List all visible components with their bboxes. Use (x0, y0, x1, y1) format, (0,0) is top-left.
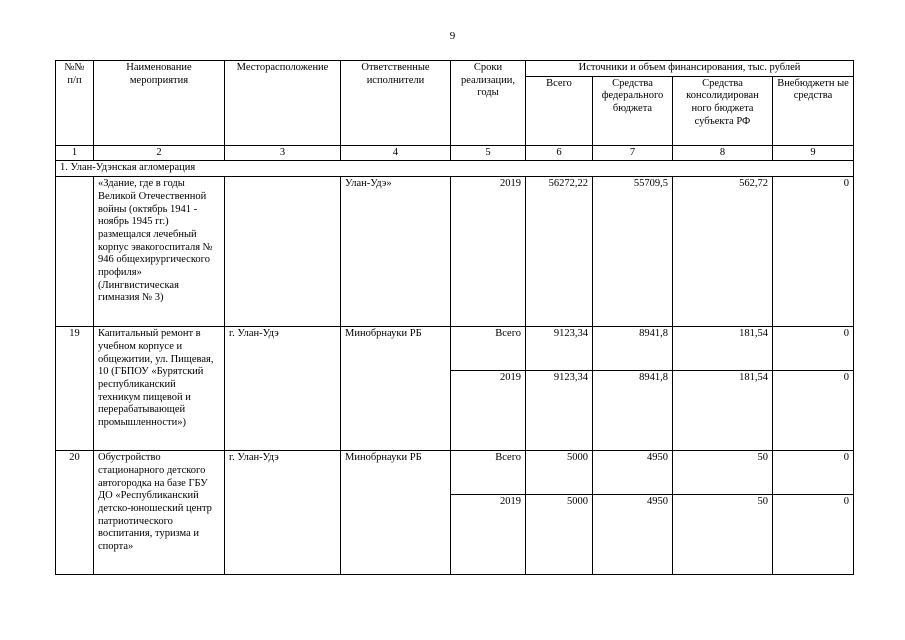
row-federal: 8941,8 (593, 327, 673, 371)
header-financing-group: Источники и объем финансирования, тыс. рублей (526, 61, 854, 77)
row-executor: Улан-Удэ» (341, 177, 451, 327)
column-number: 8 (673, 145, 773, 161)
column-number-row (56, 145, 854, 161)
row-name: «Здание, где в годы Великой Отечественной войны (октябрь 1941 - ноябрь 1945 гг.) размещался лечебный корпус эвакогоспиталя № 946 общехирургического профиля» (Лингвистическая гимназия № 3) (94, 177, 225, 327)
row-location: г. Улан-Удэ (225, 327, 341, 451)
row-regional: 181,54 (673, 327, 773, 371)
row-name: Обустройство стационарного детского автогородка на базе ГБУ ДО «Республиканский детско-юношеский центр патриотического воспитания, туризма и спорта» (94, 451, 225, 575)
row-period: Всего (451, 327, 526, 371)
section-title: 1. Улан-Удэнская агломерация (56, 161, 854, 177)
row-regional: 562,72 (673, 177, 773, 327)
row-name: Капитальный ремонт в учебном корпусе и общежитии, ул. Пищевая, 10 (ГБПОУ «Бурятский республиканский техникум пищевой и перерабатывающей промышленности») (94, 327, 225, 451)
row-regional: 181,54 (673, 371, 773, 451)
row-number: 19 (56, 327, 94, 451)
row-number (56, 177, 94, 327)
row-regional: 50 (673, 495, 773, 575)
header-federal: Средства федерального бюджета (593, 76, 673, 145)
row-regional: 50 (673, 451, 773, 495)
column-number: 9 (773, 145, 854, 161)
header-num: №№ п/п (56, 61, 94, 146)
column-number: 4 (341, 145, 451, 161)
row-period: Всего (451, 451, 526, 495)
column-number: 2 (94, 145, 225, 161)
header-total: Всего (526, 76, 593, 145)
row-federal: 8941,8 (593, 371, 673, 451)
row-extra: 0 (773, 371, 854, 451)
row-federal: 4950 (593, 495, 673, 575)
table-row (56, 451, 854, 495)
row-period: 2019 (451, 177, 526, 327)
row-total: 56272,22 (526, 177, 593, 327)
row-period: 2019 (451, 371, 526, 451)
row-federal: 4950 (593, 451, 673, 495)
row-number: 20 (56, 451, 94, 575)
row-location (225, 177, 341, 327)
row-total: 9123,34 (526, 327, 593, 371)
column-number: 1 (56, 145, 94, 161)
page-number: 9 (449, 30, 456, 42)
header-name: Наименование мероприятия (94, 61, 225, 146)
row-total: 5000 (526, 495, 593, 575)
header-executor: Ответственные исполнители (341, 61, 451, 146)
column-number: 6 (526, 145, 593, 161)
column-number: 5 (451, 145, 526, 161)
column-number: 7 (593, 145, 673, 161)
column-number: 3 (225, 145, 341, 161)
table-row (56, 177, 854, 327)
row-federal: 55709,5 (593, 177, 673, 327)
row-total: 9123,34 (526, 371, 593, 451)
row-location: г. Улан-Удэ (225, 451, 341, 575)
header-extra: Внебюджетн ые средства (773, 76, 854, 145)
table-row (56, 327, 854, 371)
row-extra: 0 (773, 495, 854, 575)
row-period: 2019 (451, 495, 526, 575)
header-regional: Средства консолидирован ного бюджета субъекта РФ (673, 76, 773, 145)
row-extra: 0 (773, 451, 854, 495)
row-extra: 0 (773, 327, 854, 371)
row-executor: Минобрнауки РБ (341, 451, 451, 575)
row-total: 5000 (526, 451, 593, 495)
row-executor: Минобрнауки РБ (341, 327, 451, 451)
financing-table (55, 60, 854, 575)
header-location: Месторасположение (225, 61, 341, 146)
row-extra: 0 (773, 177, 854, 327)
header-period: Сроки реализации, годы (451, 61, 526, 146)
